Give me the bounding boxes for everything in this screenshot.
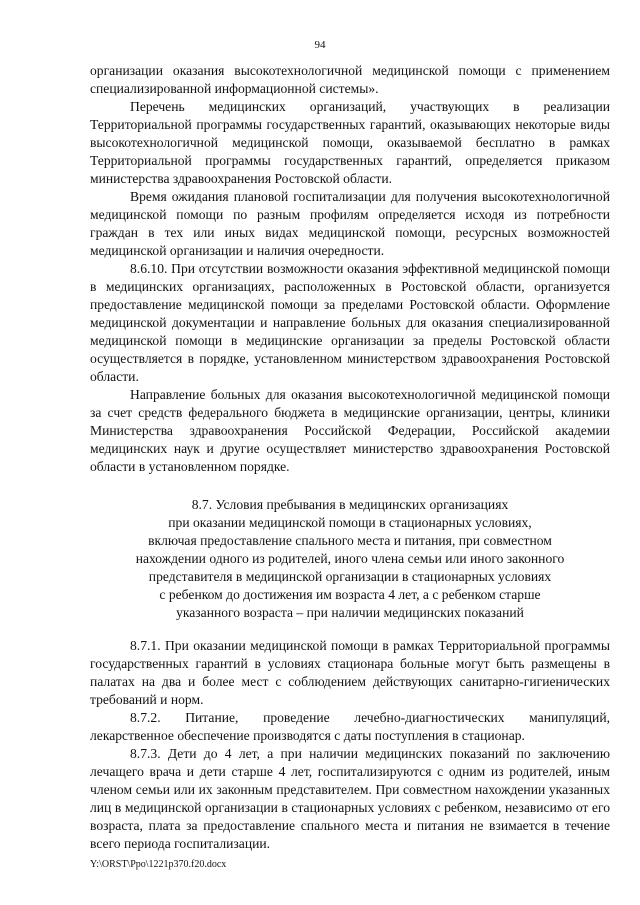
paragraph: 8.7.3. Дети до 4 лет, а при наличии медицинских показаний по заключению лечащего врача и дети старше 4 лет, госпитализируются с одним из родителей, иным членом семьи или их законным представителем. При совместном нахождении указанных лиц в медицинской организации в стационарных условиях с ребенком, независимо от его возраста, плата за предоставление спального места и питания не взимается в течение всего периода госпитализации. — [90, 746, 610, 851]
heading-line: представителя в медицинской организации в стационарных условиях — [148, 569, 552, 584]
page-number: 94 — [314, 39, 326, 51]
paragraph: 8.6.10. При отсутствии возможности оказания эффективной медицинской помощи в медицинских организациях, расположенных в Ростовской области, организуется предоставление медицинской помощи за пределами Ростовской области. Оформление медицинской документации и направление больных для оказания специализированной медицинской помощи в медицинские организации за пределы Ростовской области осуществляется в порядке, установленном министерством здравоохранения Ростовской области. — [90, 261, 610, 384]
paragraph: Перечень медицинских организаций, участвующих в реализации Территориальной программы государственных гарантий, оказывающих некоторые виды высокотехнологичной медицинской помощи, оказываемой бесплатно в рамках Территориальной программы государственных гарантий, определяется приказом министерства здравоохранения Ростовской области. — [90, 99, 610, 186]
document-body — [90, 62, 610, 853]
paragraph: 8.7.2. Питание, проведение лечебно-диагностических манипуляций, лекарственное обеспечение производятся с даты поступления в стационар. — [90, 710, 610, 743]
heading-line: указанного возраста – при наличии медицинских показаний — [176, 605, 524, 620]
paragraph: организации оказания высокотехнологичной медицинской помощи с применением специализированной информационной системы». — [90, 63, 610, 96]
heading-line: нахождении одного из родителей, иного члена семьи или иного законного — [135, 551, 565, 566]
paragraph: 8.7.1. При оказании медицинской помощи в рамках Территориальной программы государственных гарантий в условиях стационара больные могут быть размещены в палатах на два и более мест с соблюдением действующих санитарно-гигиенических требований и норм. — [90, 638, 610, 707]
heading-line: при оказании медицинской помощи в стационарных условиях, — [168, 515, 532, 530]
heading-line: включая предоставление спального места и питания, при совместном — [148, 533, 552, 548]
paragraph: Направление больных для оказания высокотехнологичной медицинской помощи за счет средств федерального бюджета в медицинские организации, центры, клиники Министерства здравоохранения Российской Федерации, Российской академии медицинских наук и другие осуществляет министерство здравоохранения Ростовской области в установленном порядке. — [90, 387, 610, 474]
paragraph: Время ожидания плановой госпитализации для получения высокотехнологичной медицинской помощи по разным профилям определяется исходя из потребности граждан в тех или иных видах медицинской помощи, ресурсных возможностей медицинской организации и наличия очередности. — [90, 189, 610, 258]
heading-line: 8.7. Условия пребывания в медицинских организациях — [191, 497, 509, 512]
footer-file-path: Y:\ORST\Ppo\1221p370.f20.docx — [90, 859, 227, 870]
heading-line: с ребенком до достижения им возраста 4 лет, а с ребенком старше — [159, 587, 541, 602]
section-heading — [90, 496, 610, 622]
